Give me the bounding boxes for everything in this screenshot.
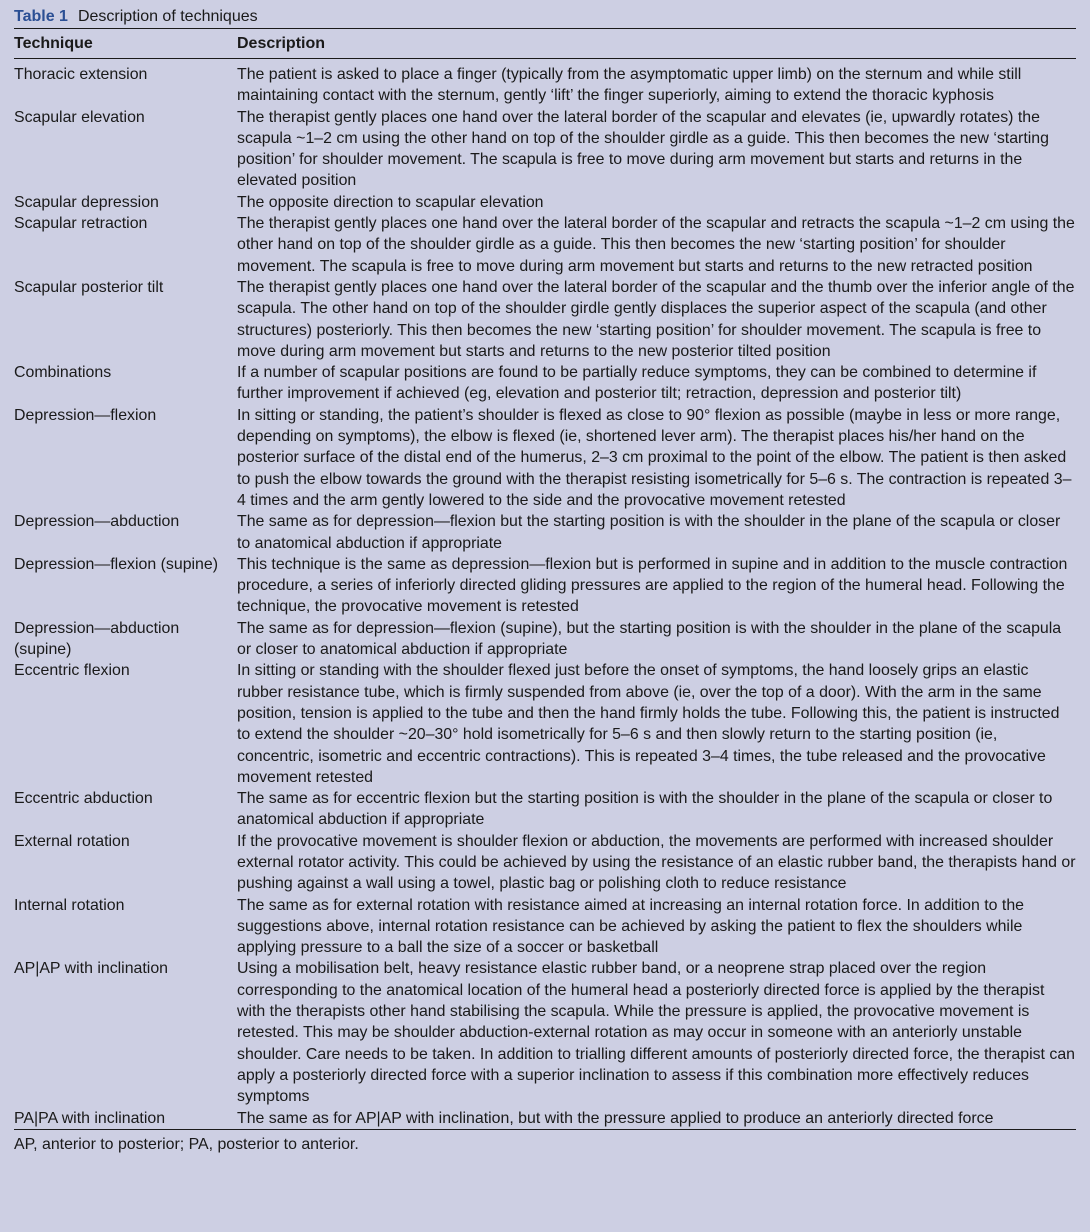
header-technique: Technique xyxy=(14,35,93,52)
description-cell: The therapist gently places one hand over the lateral border of the scapular and the thumb over the inferior angle of the scapula. The other hand on top of the shoulder girdle gently displaces the superior aspect of the scapula (and other structures) posteriorly. This then becomes the new ‘starting position’ for shoulder movement. The scapula is free to move during arm movement but starts and returns to the new posterior tilted position xyxy=(237,278,1075,360)
description-cell: In sitting or standing, the patient’s shoulder is flexed as close to 90° flexion as possible (maybe in less or more range, depending on symptoms), the elbow is flexed (ie, shortened lever arm). The therapist places his/her hand on the posterior surface of the distal end of the humerus, 2–3 cm proximal to the point of the elbow. The patient is then asked to push the elbow towards the ground with the therapist resisting isometrically for 5–6 s. The contraction is repeated 3–4 times and the arm gently lowered to the side and the provocative movement retested xyxy=(237,406,1072,509)
technique-cell: Depression—flexion (supine) xyxy=(14,555,219,573)
technique-cell: Depression—abduction (supine) xyxy=(14,619,180,659)
technique-cell: Depression—abduction xyxy=(14,513,180,531)
table-row xyxy=(14,895,1076,959)
table-row xyxy=(14,788,1076,831)
table-container xyxy=(14,6,1076,1155)
technique-cell: PA|PA with inclination xyxy=(14,1109,166,1127)
technique-cell: Scapular retraction xyxy=(14,215,148,233)
technique-cell: Depression—flexion xyxy=(14,406,157,424)
header-description: Description xyxy=(237,35,326,52)
technique-cell: Combinations xyxy=(14,364,112,382)
table-row xyxy=(14,192,1076,213)
table-label: Table 1 xyxy=(14,8,68,25)
table-row xyxy=(14,660,1076,788)
technique-cell: External rotation xyxy=(14,832,130,850)
table-row xyxy=(14,831,1076,895)
technique-cell: Eccentric abduction xyxy=(14,790,153,808)
description-cell: The same as for depression—flexion (supine), but the starting position is with the shoulder in the plane of the scapula or closer to anatomical abduction if appropriate xyxy=(237,619,1062,659)
description-cell: The therapist gently places one hand over the lateral border of the scapular and retracts the scapula ~1–2 cm using the other hand on top of the shoulder girdle as a guide. This then becomes the new ‘starting position’ for shoulder movement. The scapula is free to move during arm movement but starts and returns to the new retracted position xyxy=(237,215,1075,275)
table-row xyxy=(14,554,1076,618)
description-cell: The therapist gently places one hand over the lateral border of the scapular and elevates (ie, upwardly rotates) the scapula ~1–2 cm using the other hand on top of the shoulder girdle as a guide. This then becomes the new ‘starting position’ for shoulder movement. The scapula is free to move during arm movement but starts and returns in the elevated position xyxy=(237,108,1049,190)
description-cell: This technique is the same as depression—flexion but is performed in supine and in addition to the muscle contraction procedure, a series of inferiorly directed gliding pressures are applied to the region of the humeral head. Following the technique, the provocative movement is retested xyxy=(237,555,1068,616)
description-cell: If a number of scapular positions are found to be partially reduce symptoms, they can be combined to determine if further improvement if achieved (eg, elevation and posterior tilt; retraction, depression and posterior tilt) xyxy=(237,364,1037,403)
table-caption xyxy=(14,6,1076,28)
table-row xyxy=(14,107,1076,192)
description-cell: The same as for external rotation with resistance aimed at increasing an internal rotation force. In addition to the suggestions above, internal rotation resistance can be achieved by asking the patient to flex the shoulders while applying pressure to a ball the size of a soccer or basketball xyxy=(237,896,1025,957)
description-cell: The same as for AP|AP with inclination, but with the pressure applied to produce an anteriorly directed force xyxy=(237,1109,994,1127)
technique-cell: Thoracic extension xyxy=(14,66,148,83)
table-row xyxy=(14,59,1076,107)
description-cell: If the provocative movement is shoulder flexion or abduction, the movements are performed with increased shoulder external rotator activity. This could be achieved by using the resistance of an elastic rubber band, the therapists hand or pushing against a wall using a towel, plastic bag or polishing cloth to reduce resistance xyxy=(237,832,1076,893)
description-cell: The same as for eccentric flexion but the starting position is with the shoulder in the plane of the scapula or closer to anatomical abduction if appropriate xyxy=(237,790,1053,829)
technique-cell: Eccentric flexion xyxy=(14,662,130,680)
technique-cell: Scapular depression xyxy=(14,193,159,211)
table-header xyxy=(14,29,1076,58)
technique-cell: Scapular posterior tilt xyxy=(14,278,164,296)
technique-cell: Internal rotation xyxy=(14,896,125,914)
table-row xyxy=(14,362,1076,405)
table-row xyxy=(14,618,1076,661)
table-row xyxy=(14,1108,1076,1129)
description-cell: In sitting or standing with the shoulder flexed just before the onset of symptoms, the hand loosely grips an elastic rubber resistance tube, which is firmly suspended from above (ie, over the top of a door). With the arm in the same position, tension is applied to the tube and then the hand firmly holds the tube. Following this, the patient is instructed to extend the shoulder ~20–30° hold isometrically for 5–6 s and then slowly return to the starting position (ie, concentric, isometric and eccentric contractions). This is repeated 3–4 times, the tube released and the provocative movement retested xyxy=(237,662,1060,786)
description-cell: The opposite direction to scapular elevation xyxy=(237,193,544,211)
table-row xyxy=(14,277,1076,362)
table-title: Description of techniques xyxy=(77,8,258,25)
description-cell: The patient is asked to place a finger (typically from the asymptomatic upper limb) on the sternum and while still maintaining contact with the sternum, gently ‘lift’ the finger superiorly, aiming to extend the thoracic kyphosis xyxy=(237,66,1022,105)
table-footnote: AP, anterior to posterior; PA, posterior to anterior. xyxy=(14,1135,359,1153)
table-row xyxy=(14,405,1076,511)
technique-cell: Scapular elevation xyxy=(14,108,145,126)
description-cell: The same as for depression—flexion but the starting position is with the shoulder in the plane of the scapula or closer to anatomical abduction if appropriate xyxy=(237,513,1061,552)
table-body xyxy=(14,59,1076,1129)
table-row xyxy=(14,511,1076,554)
table-row xyxy=(14,958,1076,1107)
description-cell: Using a mobilisation belt, heavy resistance elastic rubber band, or a neoprene strap placed over the region corresponding to the anatomical location of the humeral head a posteriorly directed force is applied by the therapist with the therapists other hand stabilising the scapula. While the pressure is applied, the provocative movement is retested. This may be shoulder abduction-external rotation as may occur in someone with an anteriorly unstable shoulder. Care needs to be taken. In addition to trialling different amounts of posteriorly directed force, the therapist can apply a posteriorly directed force with a superior inclination to assess if this combination more effectively reduces symptoms xyxy=(237,960,1075,1106)
table-row xyxy=(14,213,1076,277)
technique-cell: AP|AP with inclination xyxy=(14,960,168,978)
